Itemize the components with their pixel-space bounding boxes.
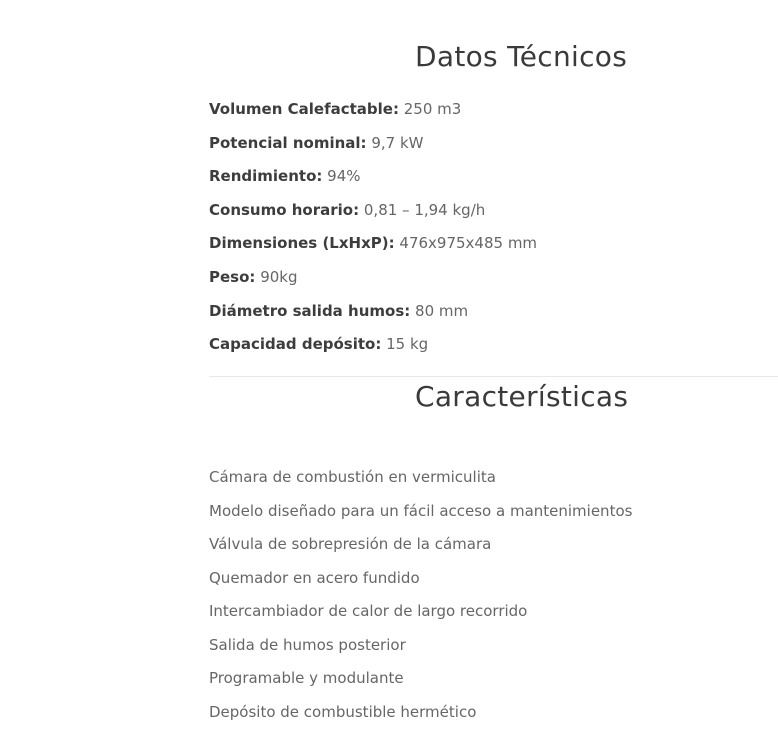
- feature-item: Modelo diseñado para un fácil acceso a mantenimientos: [209, 501, 633, 520]
- spec-value: 15 kg: [386, 335, 429, 354]
- technical-data-title: Datos Técnicos: [415, 40, 628, 73]
- spec-item: [209, 231, 537, 265]
- spec-item: [209, 332, 537, 366]
- spec-value: 90kg: [260, 267, 298, 286]
- feature-item: Programable y modulante: [209, 669, 404, 687]
- spec-item: [209, 131, 537, 165]
- spec-value: 94%: [327, 167, 361, 186]
- feature-item: Cámara de combustión en vermiculita: [209, 468, 496, 486]
- spec-value: 0,81 – 1,94 kg/h: [363, 200, 486, 219]
- spec-item: [209, 97, 537, 131]
- spec-value: 476x975x485 mm: [399, 234, 538, 253]
- feature-item: Salida de humos posterior: [209, 635, 406, 654]
- spec-value: 250 m3: [403, 100, 462, 118]
- spec-item: [209, 265, 537, 299]
- spec-label: Capacidad depósito:: [209, 335, 382, 354]
- spec-label: Volumen Calefactable:: [209, 100, 399, 118]
- spec-label: Diámetro salida humos:: [209, 301, 411, 320]
- technical-specs-list: [209, 97, 537, 366]
- feature-item: Intercambiador de calor de largo recorrido: [209, 602, 528, 620]
- spec-label: Potencial nominal:: [209, 133, 367, 152]
- feature-item: Válvula de sobrepresión de la cámara: [209, 535, 492, 553]
- spec-label: Peso:: [209, 267, 256, 286]
- feature-item: Depósito de combustible hermético: [209, 702, 477, 721]
- section-divider: [209, 376, 778, 377]
- spec-label: Dimensiones (LxHxP):: [209, 234, 395, 253]
- features-list: [209, 465, 632, 733]
- features-title: Características: [415, 380, 629, 413]
- spec-label: Consumo horario:: [209, 200, 360, 219]
- spec-item: [209, 198, 537, 232]
- spec-label: Rendimiento:: [209, 167, 323, 186]
- spec-item: [209, 164, 537, 198]
- spec-item: [209, 299, 537, 333]
- feature-item: Quemador en acero fundido: [209, 568, 420, 587]
- spec-value: 9,7 kW: [371, 133, 424, 152]
- spec-value: 80 mm: [415, 301, 469, 320]
